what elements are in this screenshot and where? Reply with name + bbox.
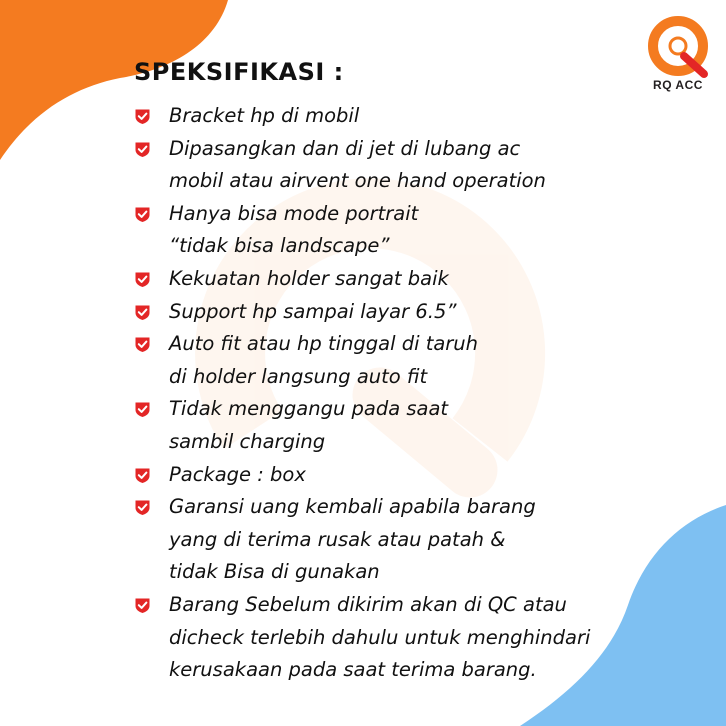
- spec-item-line: yang di terima rusak atau patah &: [169, 527, 506, 551]
- check-shield-icon: [134, 108, 151, 125]
- spec-item-line: Garansi uang kembali apabila barang: [169, 495, 536, 519]
- spec-item-line: sambil charging: [169, 429, 326, 453]
- spec-item: [134, 459, 694, 492]
- check-shield-icon: [134, 206, 151, 223]
- spec-item-text: [169, 328, 478, 393]
- spec-item-line: kerusakaan pada saat terima barang.: [169, 658, 537, 682]
- check-shield-icon: [134, 336, 151, 353]
- spec-item-line: Kekuatan holder sangat baik: [169, 266, 449, 290]
- spec-item-text: [169, 589, 590, 687]
- spec-item-line: Dipasangkan dan di jet di lubang ac: [169, 136, 521, 160]
- check-shield-icon: [134, 271, 151, 288]
- spec-item: [134, 133, 694, 198]
- check-shield-icon: [134, 141, 151, 158]
- spec-item-line: Hanya bisa mode portrait: [169, 201, 419, 225]
- check-shield-icon: [134, 467, 151, 484]
- spec-item-line: dicheck terlebih dahulu untuk menghindari: [169, 625, 591, 649]
- spec-item: [134, 491, 694, 589]
- spec-item-text: [169, 133, 546, 198]
- spec-item: [134, 328, 694, 393]
- spec-item-line: Barang Sebelum dikirim akan di QC atau: [169, 592, 567, 616]
- spec-item-line: mobil atau airvent one hand operation: [169, 169, 546, 193]
- spec-item-line: Tidak menggangu pada saat: [169, 397, 449, 421]
- spec-item: [134, 393, 694, 458]
- spec-item-line: tidak Bisa di gunakan: [169, 560, 380, 584]
- spec-item: [134, 100, 694, 133]
- check-shield-icon: [134, 304, 151, 321]
- spec-item-line: Package : box: [169, 462, 306, 486]
- check-shield-icon: [134, 401, 151, 418]
- page-title: SPEKSIFIKASI :: [134, 58, 344, 86]
- spec-item-text: [169, 198, 418, 263]
- spec-item: [134, 198, 694, 263]
- spec-item-text: [169, 491, 536, 589]
- spec-item-line: “tidak bisa landscape”: [169, 234, 390, 258]
- spec-item-text: [169, 459, 306, 492]
- spec-item: [134, 263, 694, 296]
- spec-item-line: Bracket hp di mobil: [169, 104, 360, 127]
- spec-list: [134, 100, 694, 687]
- spec-item-line: Auto fit atau hp tinggal di taruh: [169, 332, 479, 356]
- logo-text: RQ ACC: [653, 78, 703, 92]
- spec-item-line: Support hp sampai layar 6.5”: [169, 299, 457, 323]
- spec-item: [134, 589, 694, 687]
- spec-item-text: [169, 263, 449, 296]
- spec-item: [134, 296, 694, 329]
- spec-item-text: [169, 393, 448, 458]
- spec-item-line: di holder langsung auto fit: [169, 364, 428, 388]
- check-shield-icon: [134, 499, 151, 516]
- check-shield-icon: [134, 597, 151, 614]
- spec-item-text: [169, 100, 359, 133]
- spec-item-text: [169, 296, 456, 329]
